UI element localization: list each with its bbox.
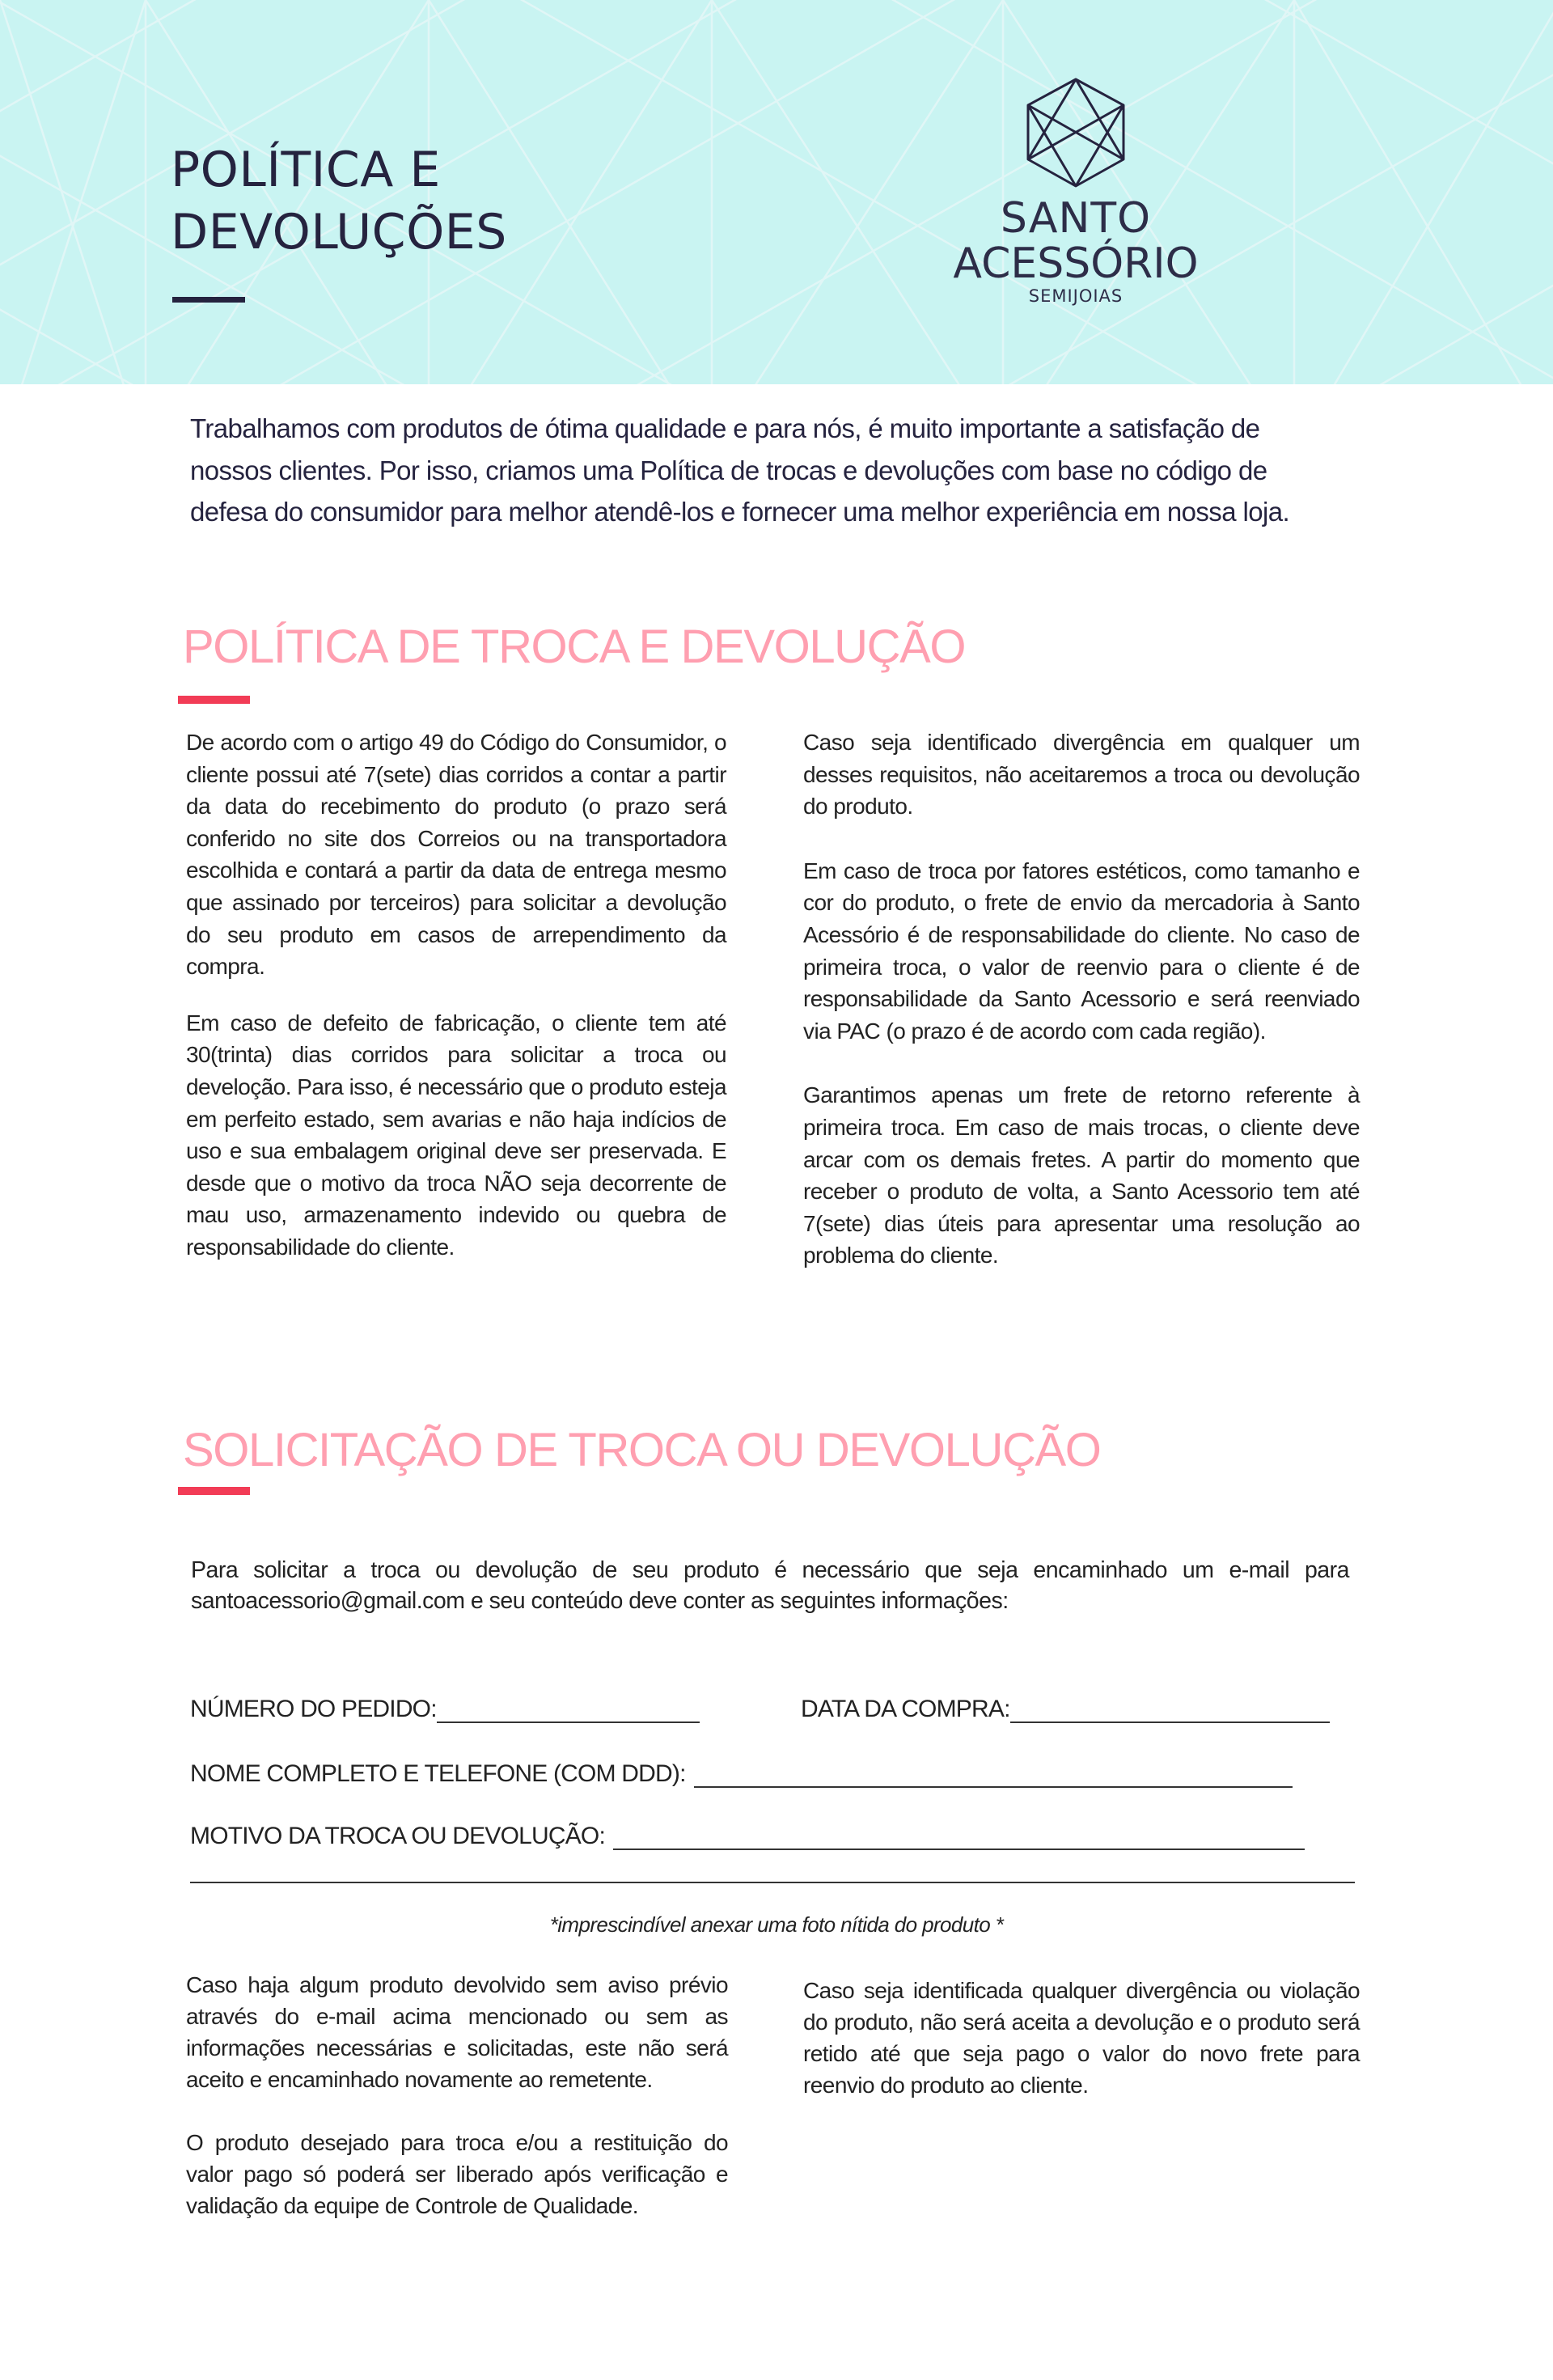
intro-paragraph: Trabalhamos com produtos de ótima qualidade e para nós, é muito importante a satisfação de nossos clientes. Por isso, criamos uma Política de trocas e devoluções com base no código de defesa do consumidor para melhor atendê-los e fornecer uma melhor experiência em nossa loja.: [190, 413, 1290, 527]
form-row-order-number: [190, 1696, 724, 1728]
order-number-label: NÚMERO DO PEDIDO:: [190, 1696, 437, 1722]
request-right-paragraph-1: Caso seja identificada qualquer divergência ou violação do produto, não será aceita a devolução e o produto será retido até que seja pago o valor do novo frete para reenvio do produto ao cliente.: [803, 1978, 1360, 2098]
form-row-name-phone: [190, 1760, 1293, 1793]
logo-tagline: SEMIJOIAS: [1028, 286, 1123, 306]
reason-field[interactable]: [613, 1823, 1305, 1850]
reason-label: MOTIVO DA TROCA OU DEVOLUÇÃO:: [190, 1823, 606, 1849]
policy-right-column: [803, 726, 1360, 1272]
logo-name-line-1: SANTO: [1000, 194, 1152, 243]
policy-right-paragraph-1: Caso seja identificado divergência em qualquer um desses requisitos, não aceitaremos a troca ou devolução do produto.: [803, 730, 1360, 819]
logo-name-line-2: ACESSÓRIO: [953, 239, 1199, 288]
request-right-column: [803, 1975, 1360, 2101]
page-title-line-2: DEVOLUÇÕES: [171, 204, 507, 260]
policy-left-paragraph-1: De acordo com o artigo 49 do Código do Consumidor, o cliente possui até 7(sete) dias corridos a contar a partir da data do recebimento do produto (o prazo será conferido no site dos Correios ou na transportadora escolhida e contará a partir da data de entrega mesmo que assinado por terceiros) para solicitar a devolução do seu produto em casos de arrependimento da compra.: [186, 730, 726, 980]
purchase-date-label: DATA DA COMPRA:: [801, 1696, 1010, 1722]
policy-right-paragraph-3: Garantimos apenas um frete de retorno referente à primeira troca. Em caso de mais trocas, o cliente deve arcar com os demais fretes. A partir do momento que receber o produto de volta, a Santo Acessorio tem até 7(sete) dias úteis para apresentar uma resolução ao problema do cliente.: [803, 1082, 1360, 1268]
hexagon-gem-icon: [1022, 76, 1129, 189]
page-title-line-1: POLÍTICA E: [171, 142, 441, 198]
request-left-column: [186, 1969, 728, 2221]
order-number-field[interactable]: [437, 1696, 700, 1723]
form-row-reason: [190, 1823, 1305, 1855]
page-title: [171, 139, 507, 264]
form-row-purchase-date: [801, 1696, 1330, 1728]
policy-section-heading: POLÍTICA DE TROCA E DEVOLUÇÃO: [183, 620, 966, 673]
name-phone-field[interactable]: [694, 1760, 1293, 1788]
header-banner: [0, 0, 1553, 384]
purchase-date-field[interactable]: [1010, 1696, 1330, 1723]
policy-right-paragraph-2: Em caso de troca por fatores estéticos, como tamanho e cor do produto, o frete de envio da mercadoria à Santo Acessório é de responsabilidade do cliente. No caso de primeira troca, o valor de reenvio para o cliente é de responsabilidade da Santo Acessorio e será reenviado via PAC (o prazo é de acordo com cada região).: [803, 858, 1360, 1044]
request-section-heading: SOLICITAÇÃO DE TROCA OU DEVOLUÇÃO: [183, 1424, 1101, 1476]
title-underline-dash: [172, 297, 245, 303]
request-heading-bar: [178, 1487, 250, 1495]
request-left-paragraph-2: O produto desejado para troca e/ou a restituição do valor pago só poderá ser liberado após verificação e validação da equipe de Controle de Qualidade.: [186, 2130, 728, 2218]
policy-left-paragraph-2: Em caso de defeito de fabricação, o cliente tem até 30(trinta) dias corridos para solicitar a troca ou develoção. Para isso, é necessário que o produto esteja em perfeito estado, sem avarias e não haja indícios de uso e sua embalagem original deve ser preservada. E desde que o motivo da troca NÃO seja decorrente de mau uso, armazenamento indevido ou quebra de responsabilidade do cliente.: [186, 1010, 726, 1260]
brand-logo: [914, 73, 1238, 315]
policy-left-column: [186, 726, 726, 1264]
request-left-paragraph-1: Caso haja algum produto devolvido sem aviso prévio através do e-mail acima mencionado ou sem as informações necessárias e solicitadas, este não será aceito e encaminhado novamente ao remetente.: [186, 1972, 728, 2092]
name-phone-label: NOME COMPLETO E TELEFONE (COM DDD):: [190, 1760, 686, 1787]
policy-heading-bar: [178, 696, 250, 704]
photo-required-footnote: *imprescindível anexar uma foto nítida do produto *: [549, 1912, 1004, 1937]
reason-field-continuation-line[interactable]: [190, 1882, 1355, 1883]
request-instructions: Para solicitar a troca ou devolução de seu produto é necessário que seja encaminhado um e-mail para santoacessorio@gmail.com e seu conteúdo deve conter as seguintes informações:: [191, 1557, 1349, 1614]
